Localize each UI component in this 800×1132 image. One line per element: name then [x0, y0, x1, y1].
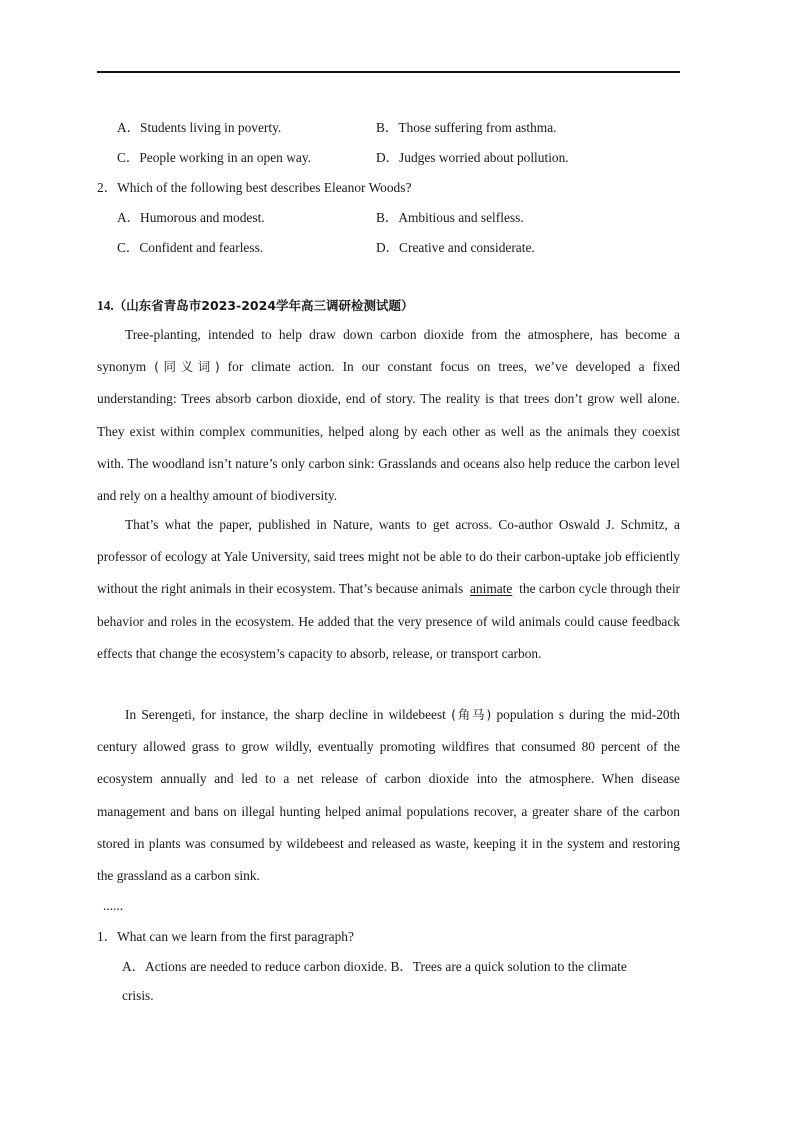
- section-heading: [97, 296, 414, 314]
- section-number: 14.: [97, 298, 114, 313]
- prev-option-b[interactable]: B．Those suffering from asthma.: [376, 120, 557, 135]
- header-rule: [97, 71, 680, 73]
- question-1-stem: 1．What can we learn from the first paragraph?: [97, 929, 354, 944]
- gloss-synonym: (同义词): [154, 359, 220, 375]
- section-source: （山东省青岛市2023-2024学年高三调研检测试题）: [113, 298, 414, 313]
- prev-option-c[interactable]: C．People working in an open way.: [117, 150, 312, 165]
- underlined-word: animate: [469, 581, 513, 597]
- passage-paragraph-3: In Serengeti, for instance, the sharp decline in wildebeest (角马) population s during the mid-20th century allowed grass to grow wildly, eventually promoting wildfires that consumed 80 percent of the ecosystem annually and led to a net release of carbon dioxide into the atmosphere. When disease management and bans on illegal hunting helped animal populations recover, a greater share of the carbon stored in plants was consumed by wildebeest and released as waste, keeping it in the system and restoring the grassland as a carbon sink.: [97, 707, 681, 884]
- question-2-stem: 2．Which of the following best describes Eleanor Woods?: [97, 180, 412, 195]
- gloss-wildebeest: (角马): [451, 707, 492, 722]
- question-1-options-cont: crisis.: [122, 988, 154, 1003]
- question-2-option-a[interactable]: A．Humorous and modest.: [117, 210, 265, 225]
- question-2-option-c[interactable]: C．Confident and fearless.: [117, 240, 264, 255]
- question-1-options-ab[interactable]: A．Actions are needed to reduce carbon dioxide. B．Trees are a quick solution to the climate: [122, 959, 627, 974]
- question-2-option-b[interactable]: B．Ambitious and selfless.: [376, 210, 524, 225]
- question-2-option-d[interactable]: D．Creative and considerate.: [376, 240, 535, 255]
- passage-paragraph-2: That’s what the paper, published in Nature, wants to get across. Co-author Oswald J. Schmitz, a professor of ecology at Yale University, said trees might not be able to do their carbon-uptake job efficiently without the right animals in their ecosystem. That’s because animals animate the carbon cycle through their behavior and roles in the ecosystem. He added that the very presence of wild animals could cause feedback effects that change the ecosystem’s capacity to absorb, release, or transport carbon.: [97, 517, 681, 661]
- prev-option-a[interactable]: A．Students living in poverty.: [117, 120, 282, 135]
- passage-ellipsis: ......: [103, 898, 124, 913]
- prev-option-d[interactable]: D．Judges worried about pollution.: [376, 150, 569, 165]
- passage-paragraph-1: Tree-planting, intended to help draw down carbon dioxide from the atmosphere, has become a synonym (同义词) for climate action. In our constant focus on trees, we’ve developed a fixed understanding: Trees absorb carbon dioxide, end of story. The reality is that trees don’t grow well alone. They exist within complex communities, helped along by each other as well as the animals they coexist with. The woodland isn’t nature’s only carbon sink: Grasslands and oceans also help reduce the carbon level and rely on a healthy amount of biodiversity.: [97, 327, 680, 504]
